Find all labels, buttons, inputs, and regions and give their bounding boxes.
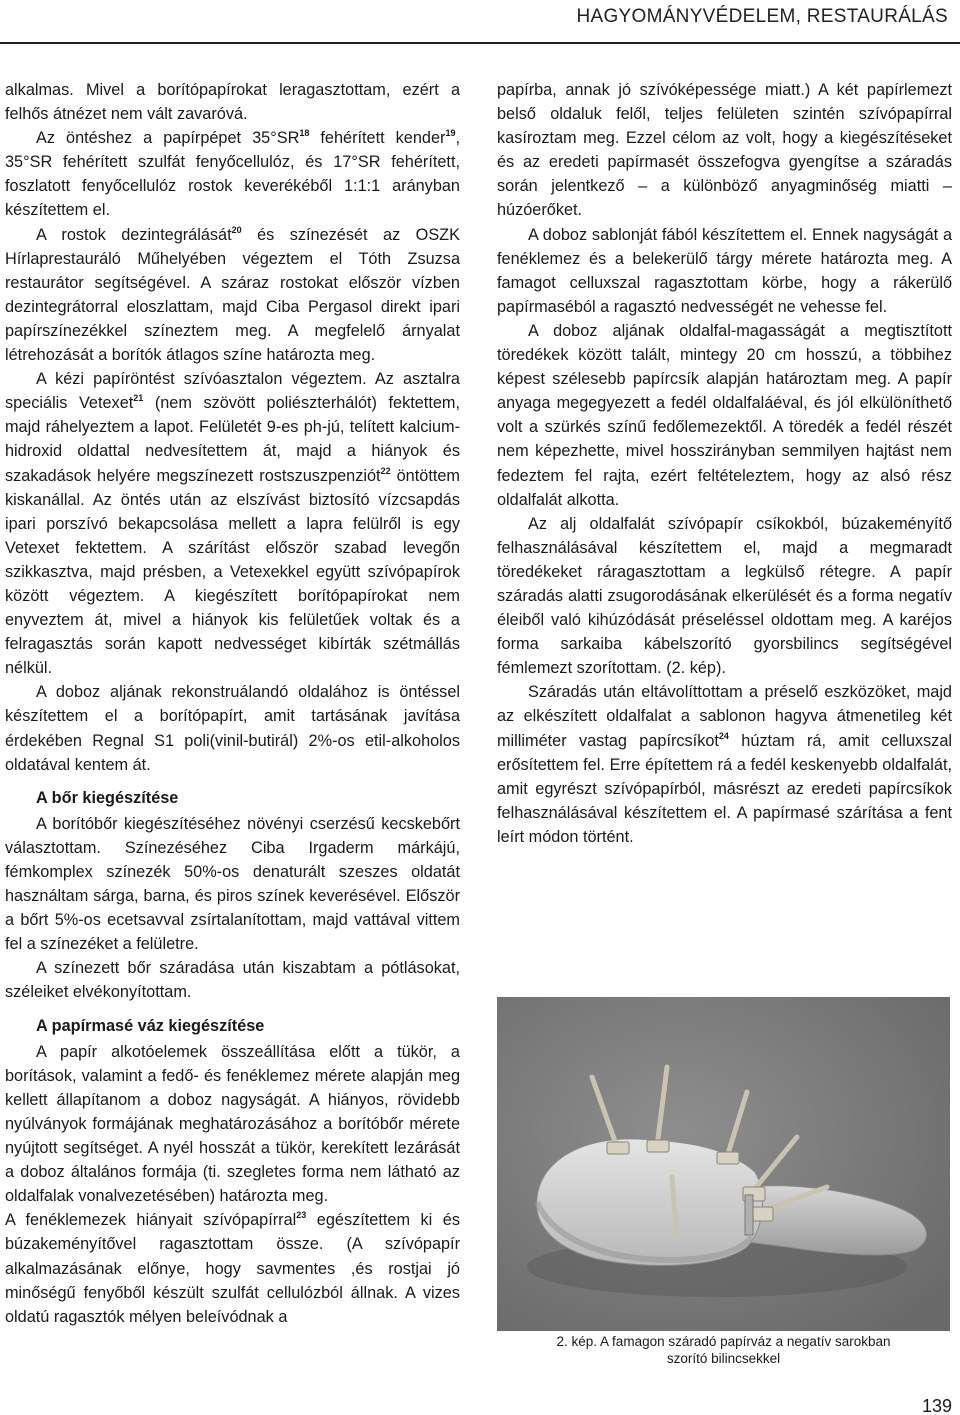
paragraph: A doboz sablonját fából készítettem el. Ennek nagyságát a fenéklemez és a belekerülő tárgy mérete határozta meg. A famagot celluxszal ragasztottam körbe, hogy a rákerülő papírmaséból a ragasztó nedvességét ne vehesse fel. bbox=[497, 225, 952, 316]
footnote-ref: 23 bbox=[296, 1210, 307, 1221]
footnote-ref: 22 bbox=[380, 465, 391, 476]
section-heading: A bőr kiegészítése bbox=[36, 788, 179, 807]
paragraph: alkalmas. Mivel a borítópapírokat leragasztottam, ezért a felhős átnézet nem vált zavaróvá. bbox=[5, 81, 460, 124]
paragraph: A borítóbőr kiegészítéséhez növényi cserzésű kecskebőrt választottam. Színezéséhez Ciba Irgaderm márkájú, fémkomplex színezék 50%-os denaturált szeszes oldatát használtam sárga, barna, és piros színek keverésével. Először a bőrt 5%-os ecetsavval zsírtalanítottam, majd vattával vittem fel a színezéket a felületre. bbox=[5, 814, 460, 954]
paragraph: A színezett bőr száradása után kiszabtam a pótlásokat, széleiket elvékonyítottam. bbox=[5, 959, 460, 1002]
footnote-ref: 20 bbox=[231, 224, 242, 235]
figure-photo bbox=[497, 997, 950, 1331]
paragraph: papírba, annak jó szívóképessége miatt.) A két papírlemezt belső oldaluk felől, teljes felületen szintén szívópapírral kasíroztam meg. Ezzel célom az volt, hogy a kiegészítéseket és az eredeti papírmasét összefogva gyengítse a száradás során jelentkező – a különböző anyagminőség miatti – húzóerőket. bbox=[497, 81, 952, 220]
footnote-ref: 19 bbox=[445, 128, 456, 139]
papier-mache-on-mold-illustration bbox=[497, 997, 950, 1331]
header-title: HAGYOMÁNYVÉDELEM, RESTAURÁLÁS bbox=[576, 6, 948, 27]
paragraph: Az alj oldalfalát szívópapír csíkokból, búzakeményítő felhasználásával készítettem el, majd a megmaradt töredékeket ráragasztottam a legkülső rétegre. A papír száradás alatti zsugorodásának elkerülését és a forma negatív éleiből való kihúzódását préseléssel oldottam meg. A karéjos forma sarkaiba kábelszorító gyorsbilincs segítségével fémlemezt szorítottam. (2. kép). bbox=[497, 514, 952, 678]
figure-caption bbox=[497, 1333, 950, 1367]
paragraph: A rostok dezintegrálását$^{20}$ és színezését az OSZK Hírlaprestauráló Műhelyében végeztem el Tóth Zsuzsa restaurátor segítségével. A száraz rostokat először vízben dezintegrátorral eloszlattam, majd Ciba Pergasol direkt ipari papírszínezékkel színeztem meg. A megfelelő árnyalat létrehozását a borítók átlagos színe határozta meg. bbox=[5, 224, 460, 365]
page-number: 139 bbox=[921, 1396, 952, 1415]
paragraph: A doboz aljának oldalfal-magasságát a megtisztított töredékek között talált, mintegy 20 cm hosszú, a többihez képest szélesebb papírcsík alapján határoztam meg. A papír anyaga megegyezett a fedél oldalfaláéval, és jól elkülöníthető volt a szürkés színű fedőlemezektől. A töredék a fedél részét nem képezhette, mivel hosszirányban semmilyen hajtást nem fedeztem fel rajta, ezért feltételeztem, hogy az alsó rész oldalfalát alkotta. bbox=[497, 321, 952, 509]
footnote-ref: 21 bbox=[133, 393, 144, 404]
section-heading: A papírmasé váz kiegészítése bbox=[36, 1016, 265, 1035]
header-rule bbox=[0, 42, 960, 44]
paragraph: Az öntéshez a papírpépet 35°SR$^{18}$ fehérített kender$^{19}$, 35°SR fehérített szulfát fenyőcellulóz, és 17°SR fehérített, foszlatott fenyőcellulóz rostok keverékéből 1:1:1 arányban készítettem el. bbox=[5, 128, 460, 220]
paragraph: Száradás után eltávolíttottam a préselő eszközöket, majd az elkészített oldalfalat a sablonon hagyva átmenetileg két milliméter vastag papírcsíkot$^{24}$ húztam rá, amit celluxszal erősítettem fel. Erre építettem rá a fedél keskenyebb oldalfalát, amit egyrészt szívópapírból, másrészt az eredeti papírcsíkok felhasználásával készítettem el. A papírmasé szárítása a fent leírt módon történt. bbox=[497, 683, 952, 846]
running-header bbox=[0, 0, 960, 62]
footnote-ref: 18 bbox=[299, 128, 310, 139]
caption-line: szorító bilincsekkel bbox=[666, 1351, 781, 1366]
paragraph: A papír alkotóelemek összeállítása előtt a tükör, a borítások, valamint a fedő- és fenéklemez mérete alapján meg kellett állapítanom a doboz nagyságát. A hiányos, rövidebb nyúlványok formájának meghatározásához a borítóbőr mérete nyújtott segítséget. A nyél hosszát a tükör, kerekített lezárását a doboz általános formája (ti. szegletes forma nem látható az oldalfalak vonalvezetésében) határozta meg. bbox=[5, 1042, 460, 1206]
left-column bbox=[5, 78, 460, 1329]
paragraph: A fenéklemezek hiányait szívópapírral$^{23}$ egészítettem ki és búzakeményítővel ragasztottam össze. (A szívópapír alkalmazásának előnye, hogy savmentes ,és rostjai jó minőségű fenyőből készült szulfát cellulózból állnak. A vizes oldatú ragasztók mélyen beleívódnak a bbox=[5, 1210, 460, 1326]
footnote-ref: 24 bbox=[718, 730, 729, 741]
right-column bbox=[497, 78, 952, 849]
caption-line: 2. kép. A famagon száradó papírváz a negatív sarokban bbox=[556, 1334, 891, 1349]
paragraph: A kézi papíröntést szívóasztalon végeztem. Az asztalra speciális Vetexet$^{21}$ (nem szövött poliészterhálót) fektettem, majd ráhelyeztem a lapot. Felületét 9-es ph-jú, telített kalcium- hidroxid oldattal nedvesítettem át, majd a hiányok és szakadások helyére megszínezett rostszuszpenziót$^{22}$ öntöttem kiskanállal. Az öntés után az elszívást biztosító vízcsapdás ipari porszívó bekapcsolása mellett a lapra felülről is egy Vetexet fektettem. A szárítást először szabad levegőn szikkasztva, majd présben, a Vetexekkel együtt szívópapírok között végeztem. A kiegészített borítópapírokat nem enyvеztem át, mivel a hiányok kis felületűek voltak és a felragasztás során kapott nedvességet kibírták szétmállás nélkül. bbox=[5, 370, 460, 678]
paragraph: A doboz aljának rekonstruálandó oldalához is öntéssel készítettem el a borítópapírt, amit tartásának javítása érdekében Regnal S1 poli(vinil-butirál) 2%-os etil-alkoholos oldatával kentem át. bbox=[5, 683, 460, 774]
